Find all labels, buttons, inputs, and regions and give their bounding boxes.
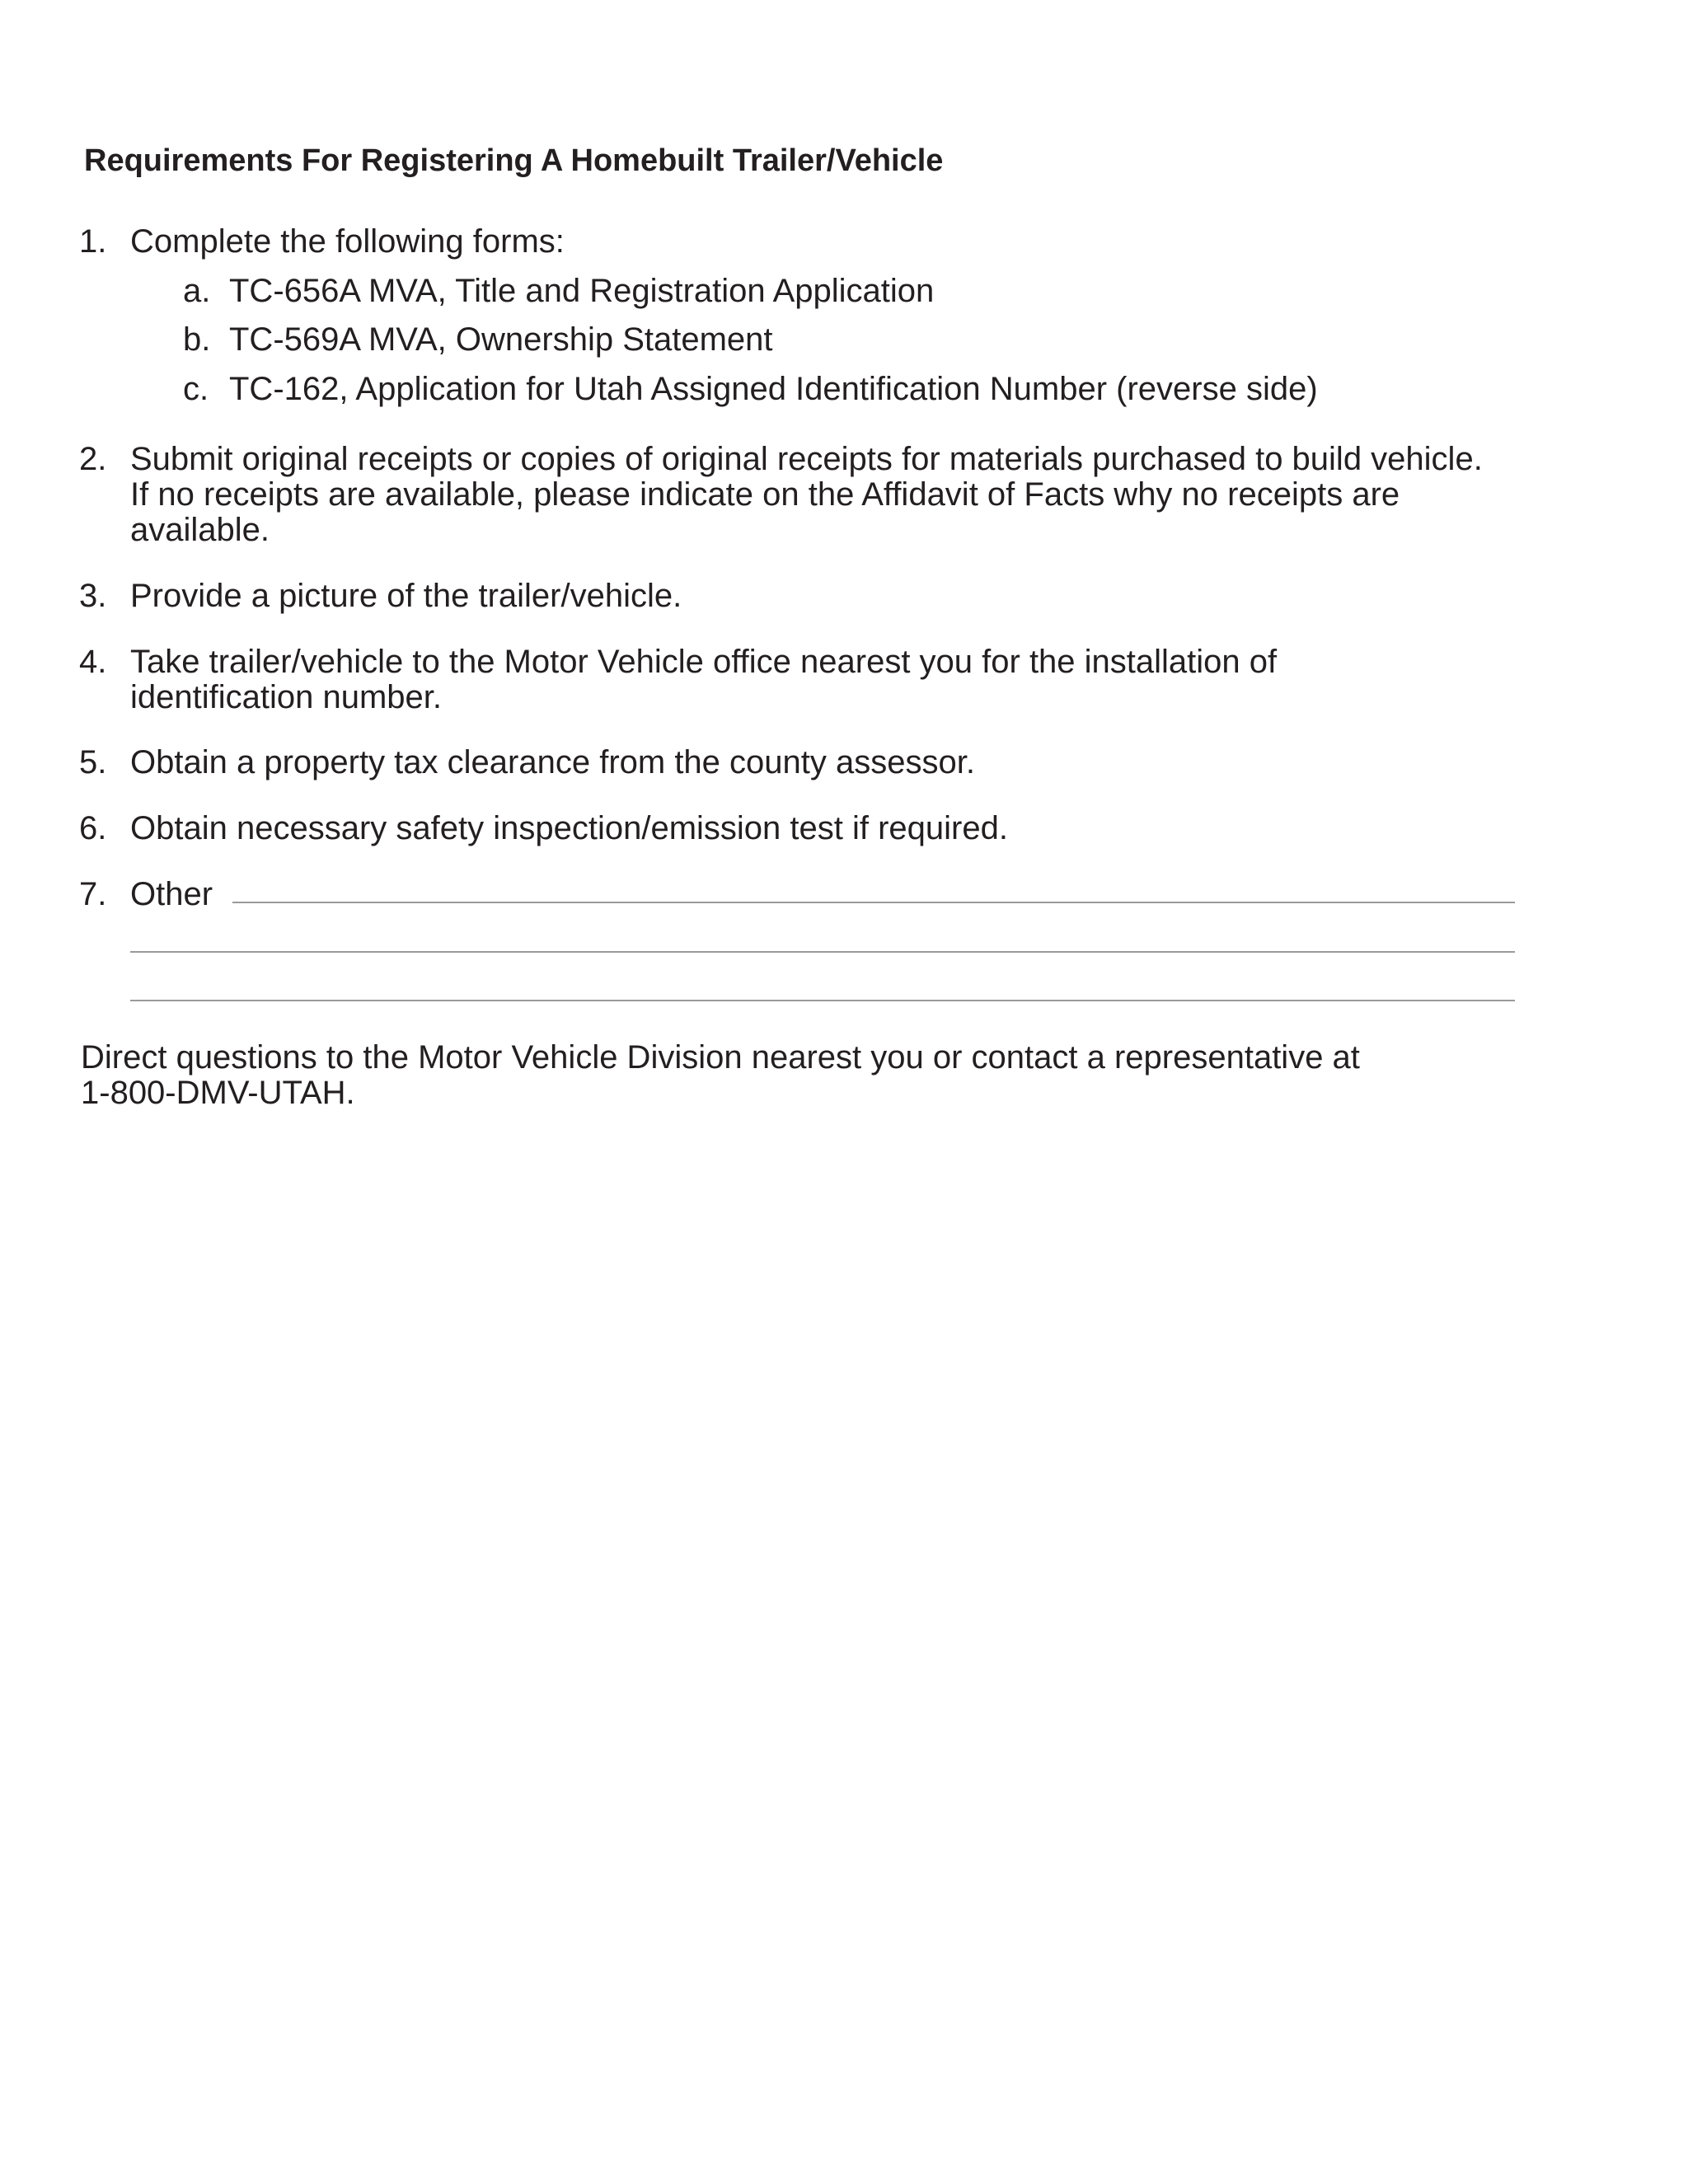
- contact-note: Direct questions to the Motor Vehicle Division nearest you or contact a representative at 1-800-DMV-UTAH.: [81, 1039, 1360, 1111]
- item-text: Obtain necessary safety inspection/emission test if required.: [130, 810, 1008, 846]
- other-write-in-line-3[interactable]: [130, 1000, 1515, 1001]
- item-text: Provide a picture of the trailer/vehicle.: [130, 578, 682, 614]
- document-title: Requirements For Registering A Homebuilt Trailer/Vehicle: [84, 143, 944, 178]
- form-letter: a.: [183, 273, 211, 309]
- item-number: 7.: [79, 876, 107, 912]
- form-text: TC-656A MVA, Title and Registration Application: [229, 273, 935, 309]
- form-text: TC-569A MVA, Ownership Statement: [229, 321, 773, 358]
- item-number: 3.: [79, 578, 107, 614]
- item-number: 4.: [79, 644, 107, 680]
- item-number: 5.: [79, 744, 107, 780]
- item-text: Obtain a property tax clearance from the county assessor.: [130, 744, 975, 780]
- other-write-in-line-2[interactable]: [130, 951, 1515, 953]
- item-number: 6.: [79, 810, 107, 846]
- other-write-in-line-1[interactable]: [232, 902, 1515, 903]
- item-number: 1.: [79, 223, 107, 260]
- form-letter: c.: [183, 371, 209, 407]
- item-text: Take trailer/vehicle to the Motor Vehicle office nearest you for the installation of identification number.: [130, 644, 1278, 715]
- form-text: TC-162, Application for Utah Assigned Identification Number (reverse side): [229, 371, 1318, 407]
- item-text: Submit original receipts or copies of original receipts for materials purchased to build vehicle. If no receipts are available, please indicate on the Affidavit of Facts why no receipts are available.: [130, 441, 1483, 548]
- item-text: Complete the following forms:: [130, 223, 565, 260]
- item-number: 2.: [79, 441, 107, 477]
- form-letter: b.: [183, 321, 211, 358]
- item-text: Other: [130, 876, 213, 912]
